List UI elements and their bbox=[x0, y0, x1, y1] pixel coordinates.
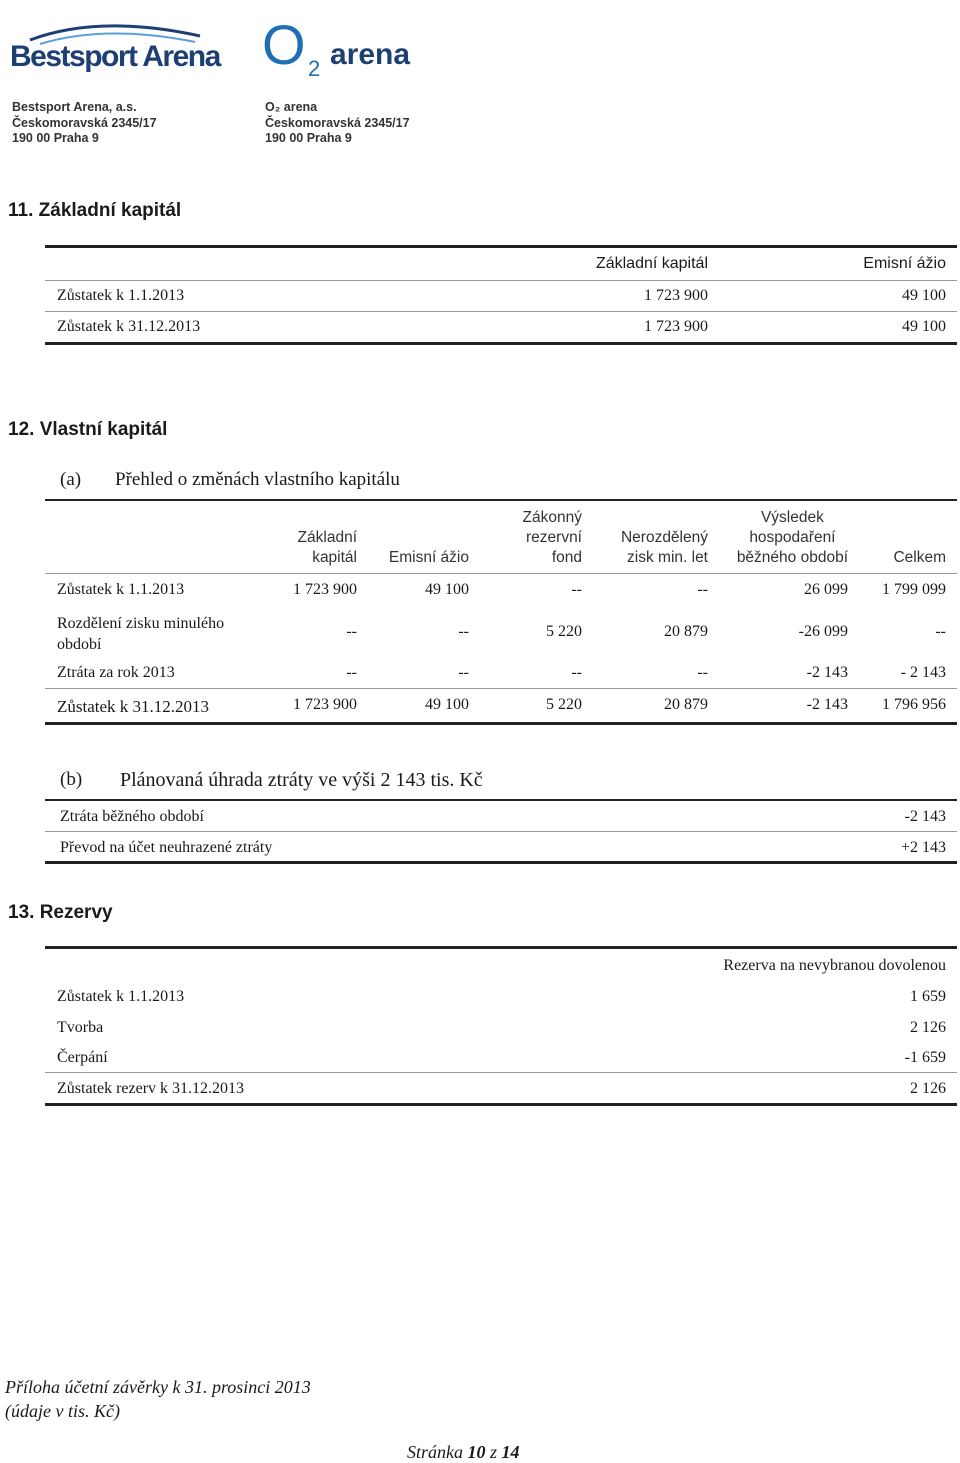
table-cell: 1 723 900 bbox=[293, 581, 357, 598]
col-header-emisni-azio: Emisní ážio bbox=[863, 255, 946, 272]
table-cell: -- bbox=[458, 623, 469, 640]
address-line: 190 00 Praha 9 bbox=[265, 131, 352, 145]
divider bbox=[45, 573, 957, 574]
subsection-a-letter: (a) bbox=[60, 469, 82, 490]
table-cell: -- bbox=[458, 664, 469, 681]
header-line: Nerozdělený bbox=[620, 529, 708, 546]
table-cell: 1 723 900 bbox=[644, 287, 708, 304]
o2-logo-letter: O bbox=[262, 13, 306, 76]
table-cell: 1 723 900 bbox=[293, 696, 357, 713]
header-line: Výsledek bbox=[760, 509, 824, 526]
table-row-label: Zůstatek k 31.12.2013 bbox=[57, 318, 201, 335]
section-11-title: 11. Základní kapitál bbox=[8, 200, 182, 221]
table-top-rule bbox=[45, 946, 957, 949]
header-line: Emisní ážio bbox=[388, 549, 469, 566]
col-header-vysledek bbox=[737, 508, 848, 568]
table-cell: 20 879 bbox=[664, 696, 708, 713]
section-12-title: 12. Vlastní kapitál bbox=[8, 419, 168, 440]
divider bbox=[45, 280, 957, 281]
page-current: 10 bbox=[467, 1442, 486, 1462]
address-line: Bestsport Arena, a.s. bbox=[12, 100, 137, 114]
table-cell: 26 099 bbox=[804, 581, 848, 598]
table-cell: 5 220 bbox=[546, 696, 582, 713]
header-line: běžného období bbox=[736, 549, 848, 566]
table-row-label: Zůstatek k 1.1.2013 bbox=[57, 581, 185, 598]
table-top-rule bbox=[45, 799, 957, 801]
col-header-zakladni-kapital: Základní kapitál bbox=[595, 255, 708, 272]
table-bottom-rule bbox=[45, 342, 957, 345]
page-total: 14 bbox=[501, 1442, 520, 1462]
table-cell: -- bbox=[346, 623, 357, 640]
subsection-a-title: Přehled o změnách vlastního kapitálu bbox=[115, 469, 400, 490]
divider bbox=[45, 311, 957, 312]
company-address-right bbox=[265, 100, 410, 147]
table-cell: -- bbox=[697, 581, 708, 598]
table-row-label: Zůstatek rezerv k 31.12.2013 bbox=[57, 1080, 245, 1097]
table-row-label: Ztráta za rok 2013 bbox=[57, 664, 175, 681]
col-header-nerozdeleny-zisk bbox=[621, 528, 708, 568]
table-cell: 2 126 bbox=[910, 1019, 946, 1036]
table-cell: 1 796 956 bbox=[882, 696, 946, 713]
table-cell: 1 723 900 bbox=[644, 318, 708, 335]
divider bbox=[45, 688, 957, 689]
footer-doc-title: Příloha účetní závěrky k 31. prosinci 2013 bbox=[5, 1377, 311, 1397]
subsection-b-title: Plánovaná úhrada ztráty ve výši 2 143 tis. Kč bbox=[120, 769, 483, 791]
col-header-zakonny-fond bbox=[523, 508, 582, 568]
table-cell: 2 126 bbox=[910, 1080, 946, 1097]
bestsport-logo-text: Bestsport Arena bbox=[10, 40, 220, 73]
header-line: rezervní bbox=[526, 529, 582, 546]
header-line: kapitál bbox=[312, 549, 357, 566]
header-line: Zákonný bbox=[522, 509, 582, 526]
table-cell: -- bbox=[935, 623, 946, 640]
subsection-b-letter: (b) bbox=[60, 769, 83, 790]
divider bbox=[45, 1072, 957, 1073]
address-line: 190 00 Praha 9 bbox=[12, 131, 99, 145]
table-row-label: Zůstatek k 1.1.2013 bbox=[57, 988, 185, 1005]
page-number bbox=[407, 1442, 520, 1463]
table-cell: -2 143 bbox=[806, 696, 848, 713]
page-prefix: Stránka bbox=[407, 1442, 463, 1462]
table-row-label: Čerpání bbox=[57, 1049, 108, 1066]
table-row-label: Ztráta běžného období bbox=[60, 808, 204, 825]
bestsport-arena-logo bbox=[10, 18, 220, 80]
table-cell: 1 659 bbox=[910, 988, 946, 1005]
table-cell: 20 879 bbox=[664, 623, 708, 640]
row-label-line: období bbox=[57, 636, 102, 653]
table-cell: -- bbox=[697, 664, 708, 681]
address-line: Českomoravská 2345/17 bbox=[265, 115, 410, 130]
table-row-label: Tvorba bbox=[57, 1019, 104, 1036]
table-top-rule bbox=[45, 499, 957, 501]
table-row-label: Zůstatek k 31.12.2013 bbox=[57, 697, 210, 716]
table-row-label: Zůstatek k 1.1.2013 bbox=[57, 287, 185, 304]
address-line: Českomoravská 2345/17 bbox=[12, 115, 157, 130]
table-cell: -- bbox=[571, 581, 582, 598]
table-bottom-rule bbox=[45, 722, 957, 725]
table-cell: 49 100 bbox=[902, 318, 946, 335]
table-cell: 5 220 bbox=[546, 623, 582, 640]
divider bbox=[45, 831, 957, 832]
table-cell: -26 099 bbox=[798, 623, 848, 640]
table-cell: -- bbox=[346, 664, 357, 681]
table-cell: -- bbox=[571, 664, 582, 681]
table-row-label: Převod na účet neuhrazené ztráty bbox=[60, 839, 273, 856]
col-header-rezerva: Rezerva na nevybranou dovolenou bbox=[723, 957, 946, 974]
col-header-zakladni-kapital bbox=[298, 528, 357, 568]
col-header-emisni-azio bbox=[389, 548, 469, 568]
o2-logo-sub: 2 bbox=[308, 56, 321, 81]
table-cell: +2 143 bbox=[900, 839, 946, 856]
o2-arena-logo bbox=[262, 13, 422, 81]
table-bottom-rule bbox=[45, 861, 957, 864]
table-cell: 49 100 bbox=[425, 581, 469, 598]
header-line: fond bbox=[551, 549, 582, 566]
table-cell: - 2 143 bbox=[900, 664, 946, 681]
table-cell: -2 143 bbox=[806, 664, 848, 681]
table-cell: 49 100 bbox=[425, 696, 469, 713]
table-row-label bbox=[57, 613, 224, 655]
table-cell: -2 143 bbox=[904, 808, 946, 825]
header-line: Celkem bbox=[893, 549, 946, 566]
footer-units: (údaje v tis. Kč) bbox=[5, 1401, 120, 1421]
company-address-left bbox=[12, 100, 157, 147]
col-header-celkem bbox=[893, 548, 946, 568]
table-top-rule bbox=[45, 245, 957, 248]
address-line: O₂ arena bbox=[265, 100, 318, 114]
header-line: zisk min. let bbox=[627, 549, 708, 566]
row-label-line: Rozdělení zisku minulého bbox=[57, 615, 225, 632]
table-cell: -1 659 bbox=[904, 1049, 946, 1066]
header-line: hospodaření bbox=[749, 529, 836, 546]
table-cell: 49 100 bbox=[902, 287, 946, 304]
table-bottom-rule bbox=[45, 1103, 957, 1106]
header-line: Základní bbox=[297, 529, 357, 546]
o2-logo-word: arena bbox=[330, 38, 411, 71]
table-cell: 1 799 099 bbox=[882, 581, 946, 598]
section-13-title: 13. Rezervy bbox=[8, 902, 113, 923]
page-mid: z bbox=[490, 1442, 498, 1462]
